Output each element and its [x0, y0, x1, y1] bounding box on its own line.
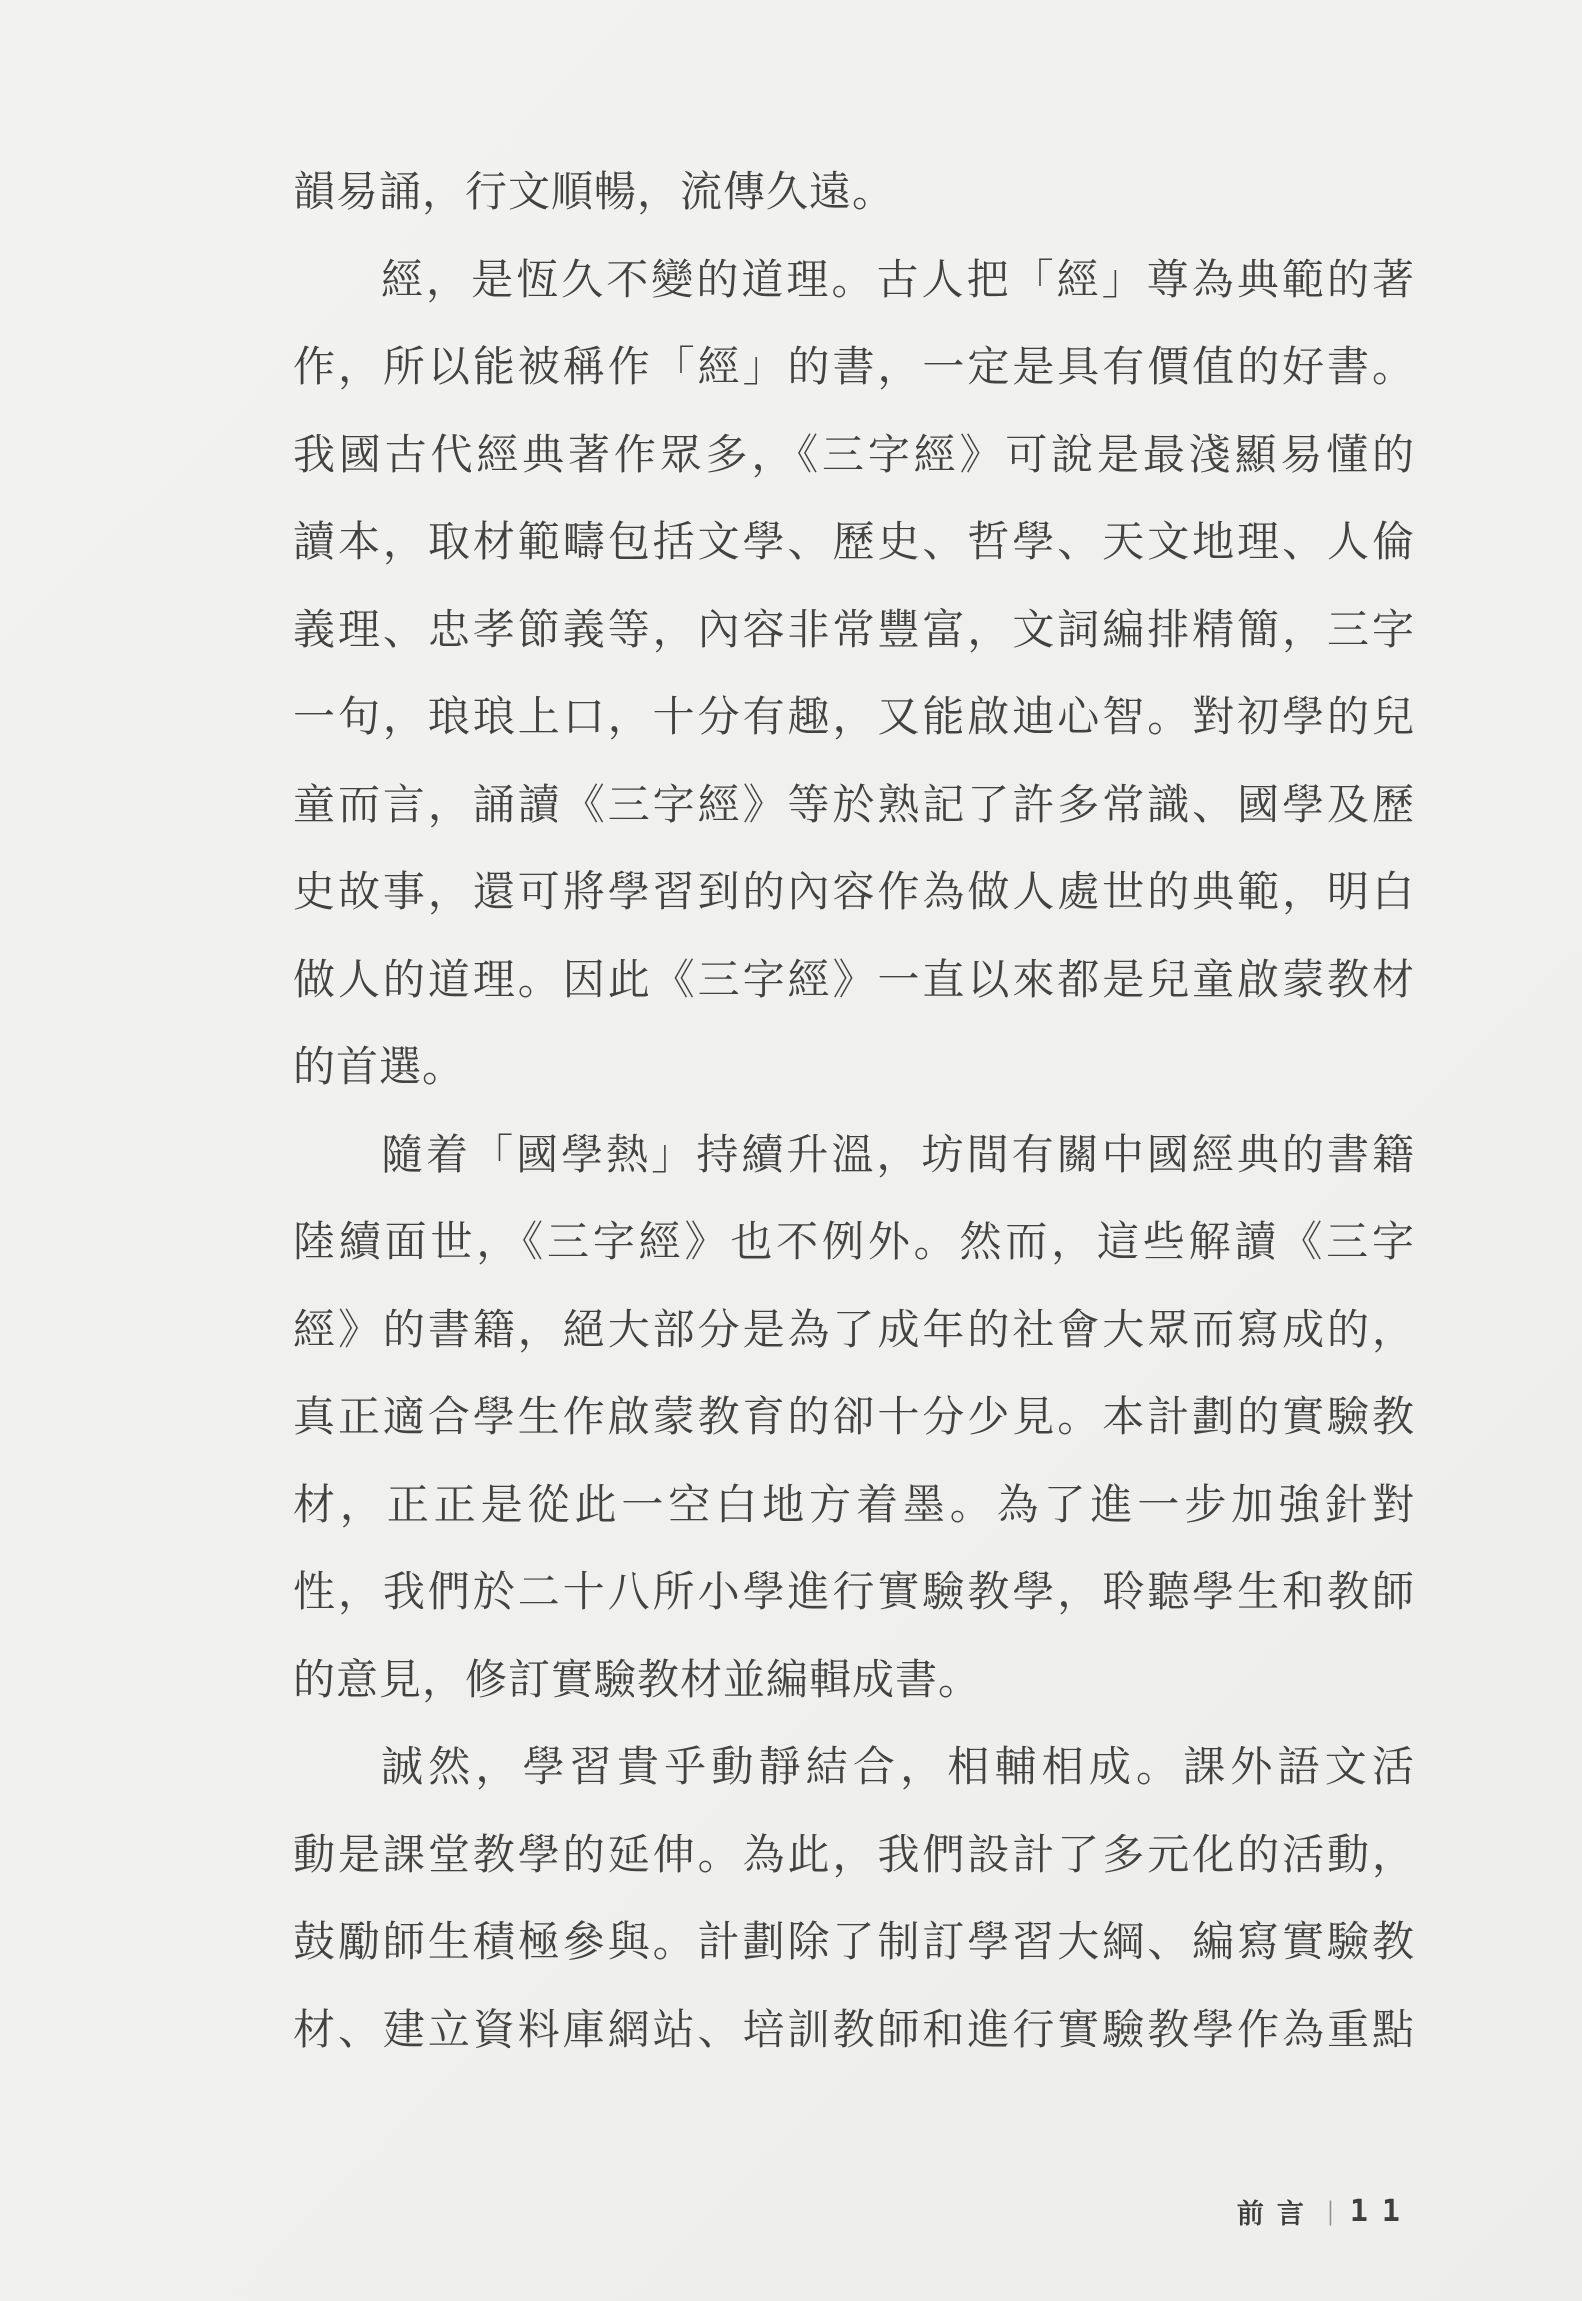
paragraph	[293, 148, 1415, 236]
text-line: 材、建立資料庫網站、培訓教師和進行實驗教學作為重點	[293, 2005, 1415, 2053]
text-line: 經》的書籍，絕大部分是為了成年的社會大眾而寫成的，	[293, 1305, 1415, 1353]
text-line: 史故事，還可將學習到的內容作為做人處世的典範，明白	[293, 868, 1415, 915]
text-line: 作，所以能被稱作「經」的書，一定是具有價值的好書。	[293, 343, 1415, 390]
paragraph	[293, 1111, 1415, 1724]
text-line: 真正適合學生作啟蒙教育的卻十分少見。本計劃的實驗教	[293, 1393, 1415, 1440]
paragraph	[293, 236, 1415, 1111]
text-line: 做人的道理。因此《三字經》一直以來都是兒童啟蒙教材	[293, 955, 1415, 1003]
text-line: 義理、忠孝節義等，內容非常豐富，文詞編排精簡，三字	[293, 605, 1415, 653]
text-line: 的意見，修訂實驗教材並編輯成書。	[293, 1655, 982, 1703]
text-line: 隨着「國學熱」持續升溫，坊間有關中國經典的書籍	[381, 1130, 1415, 1178]
text-line: 陸續面世，《三字經》也不例外。然而，這些解讀《三字	[293, 1218, 1415, 1265]
page-footer	[1237, 2192, 1414, 2231]
footer-divider: |	[1327, 2196, 1333, 2226]
text-line: 誠然，學習貴乎動靜結合，相輔相成。課外語文活	[381, 1743, 1415, 1790]
text-line: 讀本，取材範疇包括文學、歷史、哲學、天文地理、人倫	[293, 518, 1415, 565]
text-line: 的首選。	[293, 1043, 466, 1090]
body-text-block	[293, 148, 1415, 2073]
text-line: 我國古代經典著作眾多，《三字經》可說是最淺顯易懂的	[293, 430, 1415, 478]
text-line: 一句，琅琅上口，十分有趣，又能啟迪心智。對初學的兒	[293, 693, 1415, 740]
text-line: 經，是恆久不變的道理。古人把「經」尊為典範的著	[381, 255, 1415, 303]
text-line: 材，正正是從此一空白地方着墨。為了進一步加強針對	[293, 1480, 1415, 1528]
text-line: 動是課堂教學的延伸。為此，我們設計了多元化的活動，	[293, 1830, 1415, 1878]
text-line: 韻易誦，行文順暢，流傳久遠。	[293, 168, 896, 215]
footer-page-number: 11	[1349, 2194, 1414, 2229]
text-line: 童而言，誦讀《三字經》等於熟記了許多常識、國學及歷	[293, 780, 1415, 828]
text-line: 性，我們於二十八所小學進行實驗教學，聆聽學生和教師	[293, 1568, 1415, 1615]
paragraph	[293, 1723, 1415, 2073]
footer-section-label: 前言	[1236, 2199, 1317, 2229]
text-line: 鼓勵師生積極參與。計劃除了制訂學習大綱、編寫實驗教	[293, 1918, 1415, 1965]
